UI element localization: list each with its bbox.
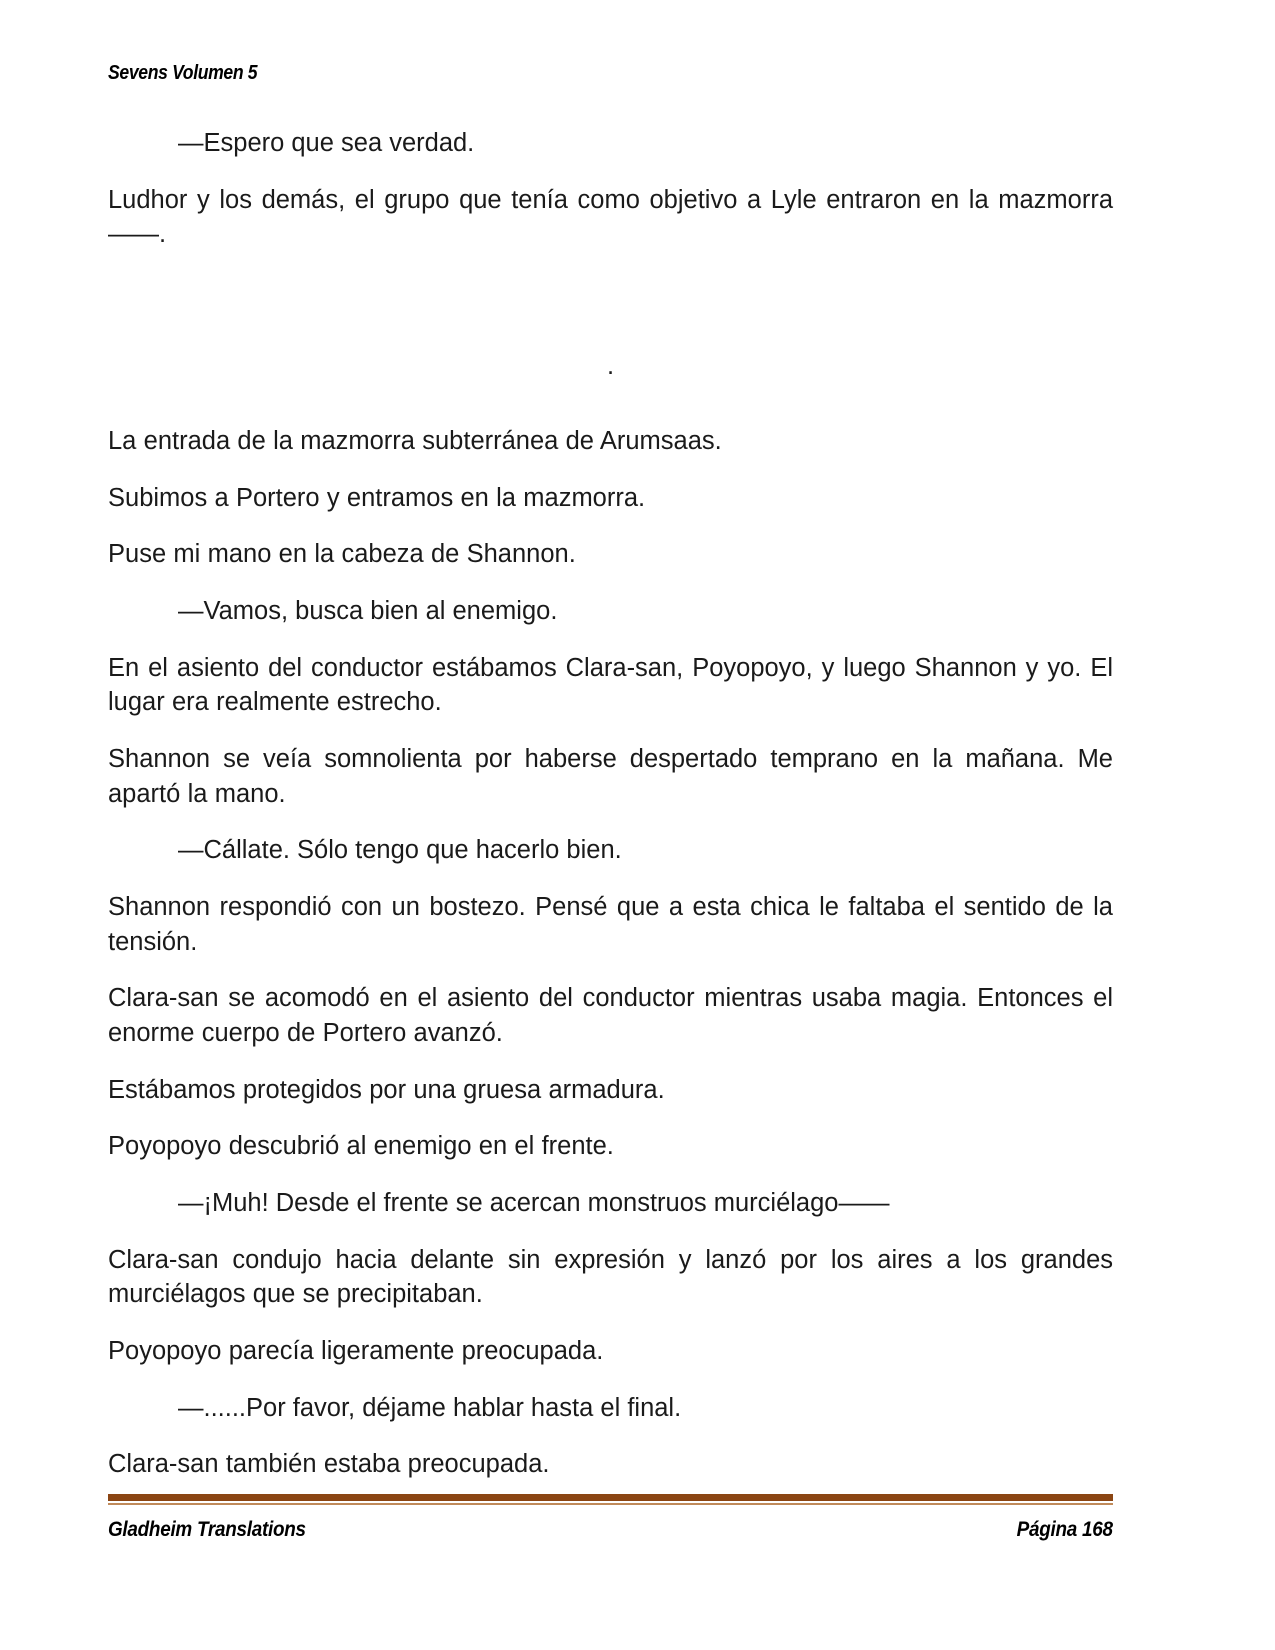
scene-break-marker: . [606,352,615,381]
body-paragraph: Clara-san condujo hacia delante sin expresión y lanzó por los aires a los grandes murciélagos que se precipitaban. [108,1245,1113,1309]
body-paragraph: La entrada de la mazmorra subterránea de Arumsaas. [108,427,722,456]
dialogue-line: —¡Muh! Desde el frente se acercan monstruos murciélago—— [178,1189,890,1218]
body-paragraph: Poyopoyo parecía ligeramente preocupada. [108,1337,604,1366]
body-paragraph: Shannon se veía somnolienta por haberse despertado temprano en la mañana. Me apartó la mano. [108,745,1113,808]
body-paragraph: Ludhor y los demás, el grupo que tenía como objetivo a Lyle entraron en la mazmorra——. [108,185,1113,249]
footer-page-number: Página 168 [1016,1518,1113,1541]
body-text-area [108,126,1113,1504]
scene-break [108,274,1113,424]
body-paragraph: En el asiento del conductor estábamos Clara-san, Poyopoyo, y luego Shannon y yo. El lugar era realmente estrecho. [108,653,1113,717]
body-paragraph: Subimos a Portero y entramos en la mazmorra. [108,483,646,512]
footer-rule-thick [108,1494,1113,1501]
footer-row [108,1518,1113,1542]
body-paragraph: Puse mi mano en la cabeza de Shannon. [108,540,576,569]
header-title: Sevens Volumen 5 [108,62,258,84]
body-paragraph: Poyopoyo descubrió al enemigo en el frente. [108,1132,614,1161]
dialogue-line: —......Por favor, déjame hablar hasta el final. [178,1393,682,1422]
body-paragraph: Clara-san se acomodó en el asiento del conductor mientras usaba magia. Entonces el enorme cuerpo de Portero avanzó. [108,984,1113,1048]
footer-translator-credit: Gladheim Translations [108,1518,306,1541]
body-paragraph: Clara-san también estaba preocupada. [108,1450,550,1479]
dialogue-line: —Vamos, busca bien al enemigo. [178,597,558,626]
footer-rule-thin [108,1503,1113,1505]
page-footer [108,1494,1113,1542]
dialogue-line: —Cállate. Sólo tengo que hacerlo bien. [178,836,622,865]
dialogue-line: —Espero que sea verdad. [178,129,475,157]
body-paragraph: Estábamos protegidos por una gruesa armadura. [108,1075,665,1104]
body-paragraph: Shannon respondió con un bostezo. Pensé que a esta chica le faltaba el sentido de la tensión. [108,893,1113,956]
running-header [108,62,1113,96]
